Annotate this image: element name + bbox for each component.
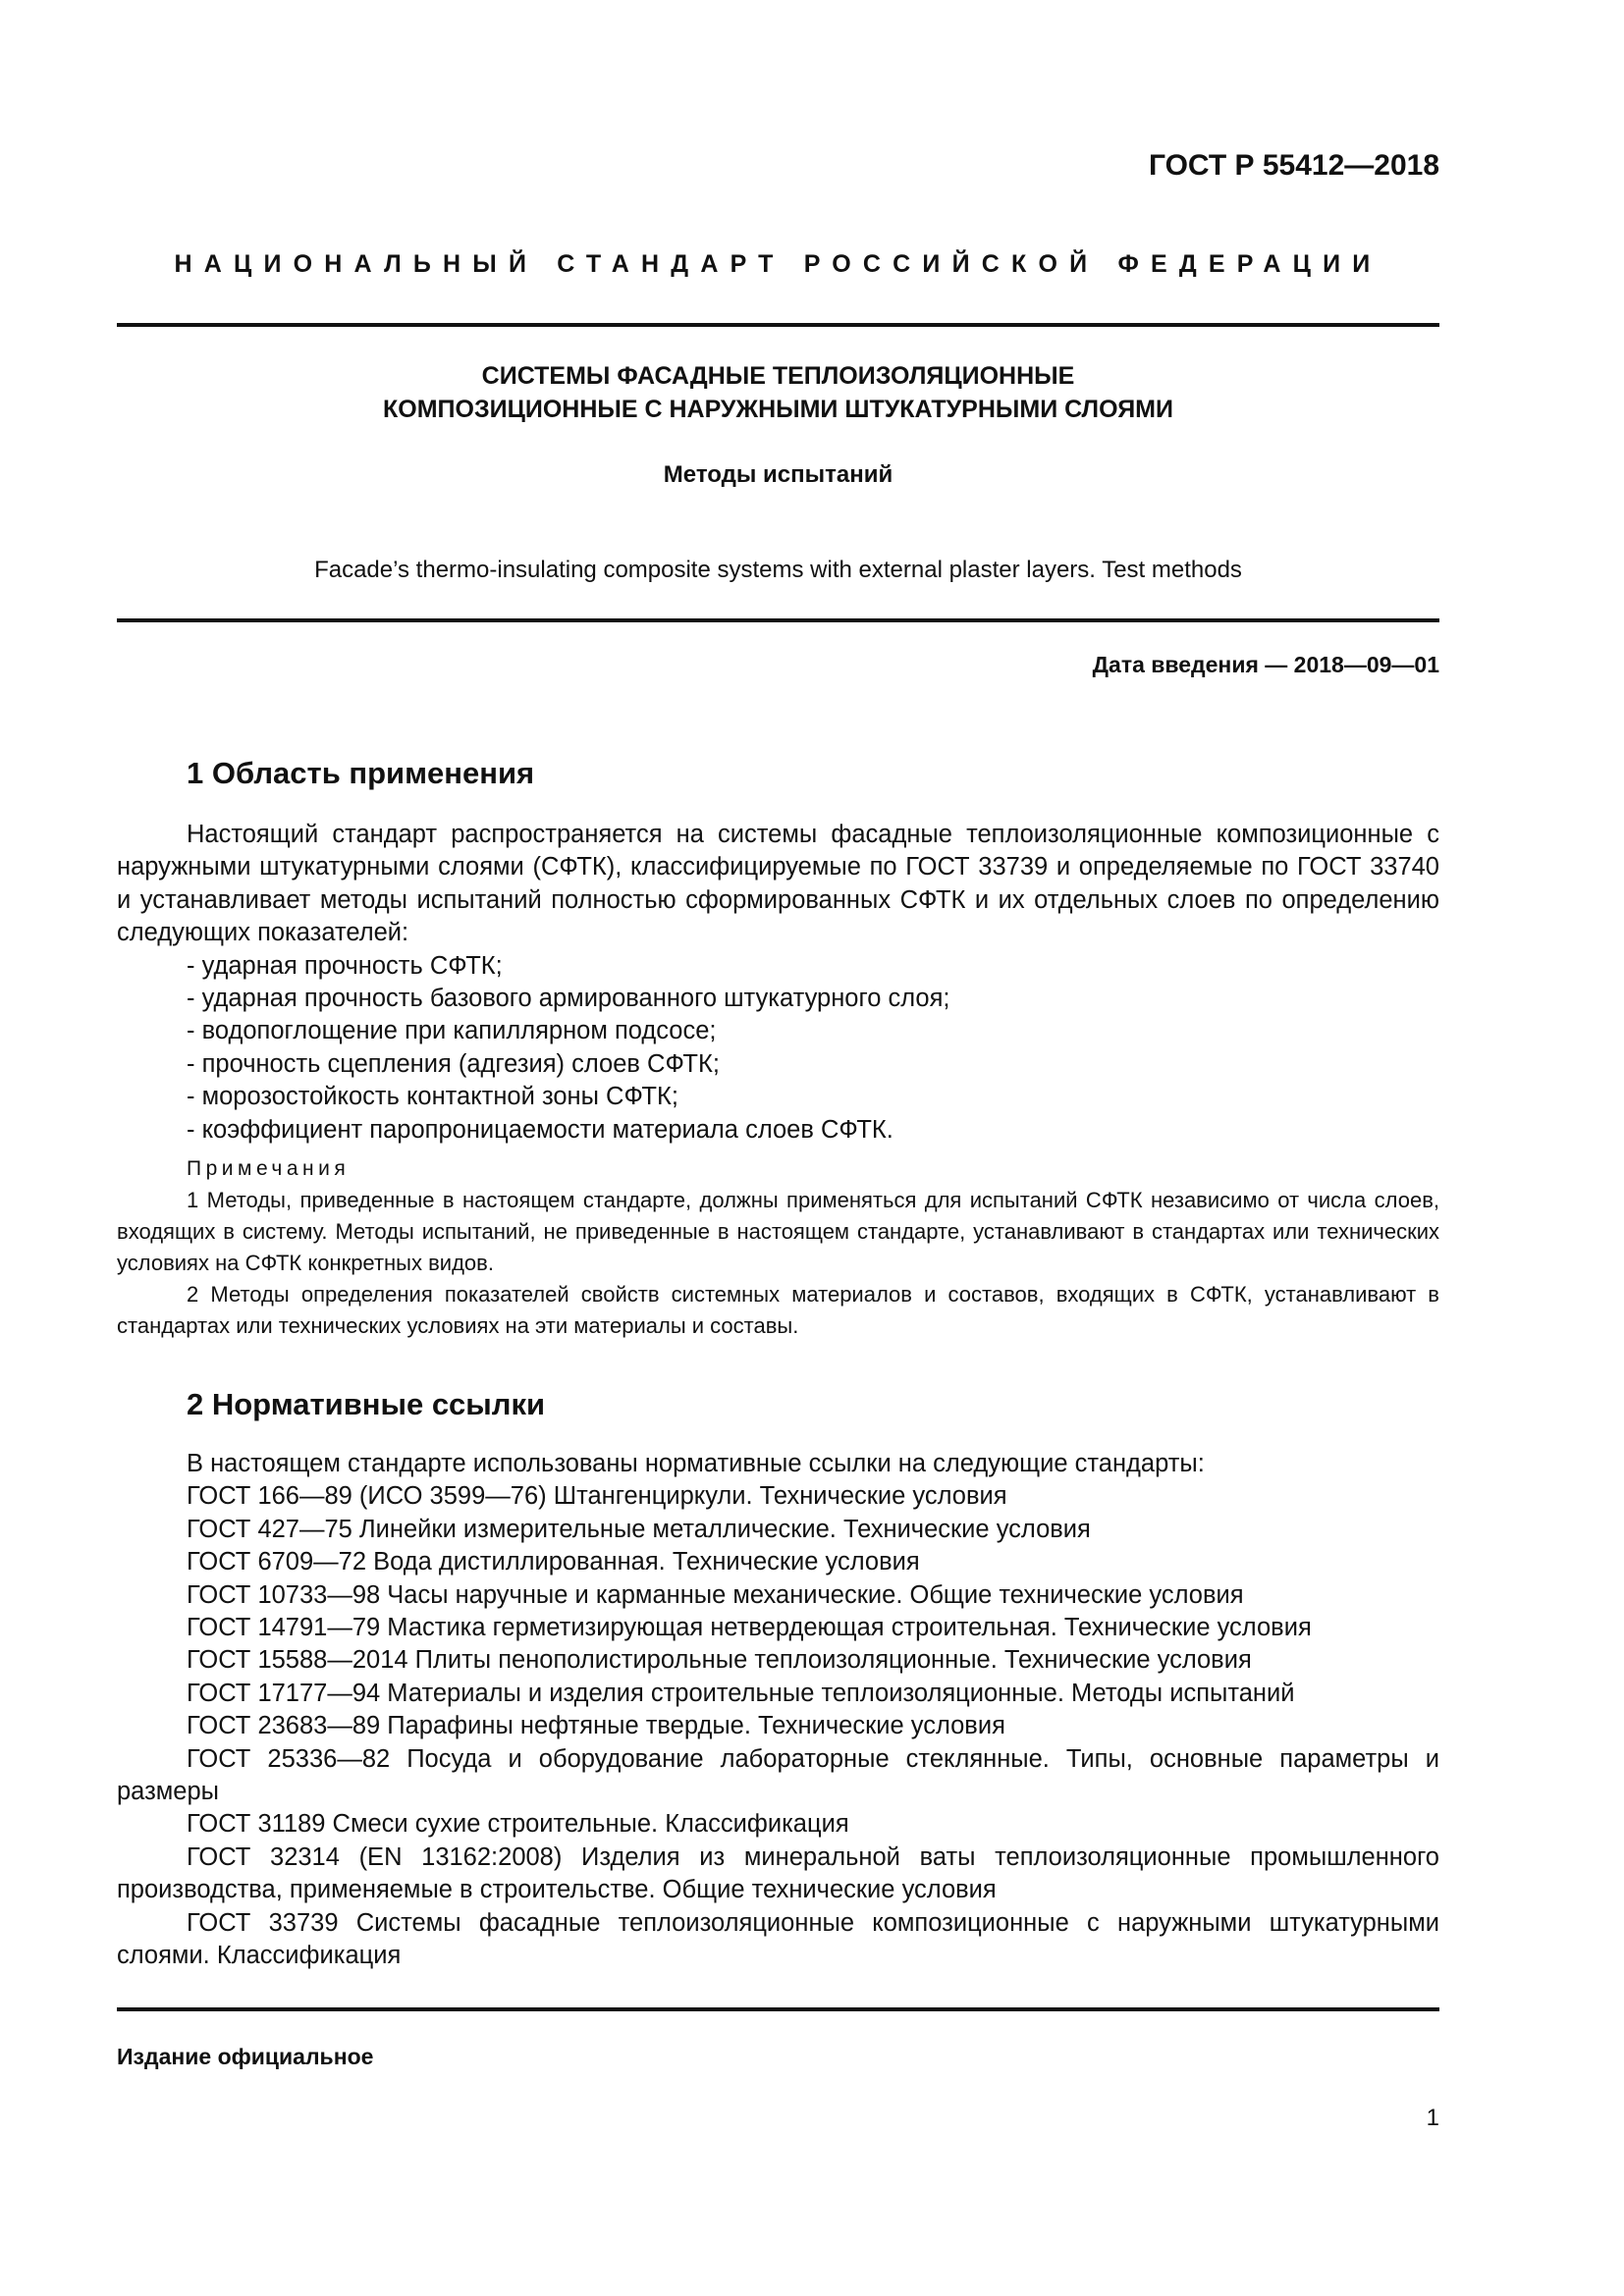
- section-2-heading: 2 Нормативные ссылки: [187, 1387, 546, 1421]
- standard-code: ГОСТ Р 55412—2018: [1148, 149, 1439, 182]
- reference-item: ГОСТ 15588—2014 Плиты пенополистирольные теплоизоляционные. Технические условия: [187, 1646, 1252, 1675]
- reference-item: ГОСТ 33739 Системы фасадные теплоизоляционные композиционные с наружными штукатурными слоями. Классификация: [117, 1908, 1439, 1970]
- note-1: 1 Методы, приведенные в настоящем стандарте, должны применяться для испытаний СФТК независимо от числа слоев, входящих в систему. Методы испытаний, не приведенные в настоящем стандарте, устанавливают в стандартах или технических условиях на СФТК конкретных видов.: [117, 1188, 1439, 1276]
- divider: [117, 618, 1439, 622]
- divider: [117, 2007, 1439, 2011]
- section-1-body: [117, 819, 1439, 1342]
- effective-date: Дата введения — 2018—09—01: [1092, 652, 1439, 677]
- reference-item: ГОСТ 31189 Смеси сухие строительные. Классификация: [187, 1810, 849, 1839]
- national-standard-banner: НАЦИОНАЛЬНЫЙ СТАНДАРТ РОССИЙСКОЙ ФЕДЕРАЦИИ: [174, 250, 1382, 278]
- doc-title-line-2: КОМПОЗИЦИОННЫЕ С НАРУЖНЫМИ ШТУКАТУРНЫМИ СЛОЯМИ: [383, 396, 1173, 423]
- note-2: 2 Методы определения показателей свойств системных материалов и составов, входящих в СФТК, устанавливают в стандартах или технических условиях на эти материалы и составы.: [117, 1282, 1439, 1339]
- reference-item: ГОСТ 14791—79 Мастика герметизирующая нетвердеющая строительная. Технические условия: [187, 1614, 1312, 1642]
- list-item: - водопоглощение при капиллярном подсосе;: [187, 1017, 717, 1045]
- section-1-heading: 1 Область применения: [187, 756, 535, 790]
- section-2-body: [117, 1448, 1439, 1973]
- doc-subtitle: Методы испытаний: [663, 461, 893, 488]
- list-item: - прочность сцепления (адгезия) слоев СФТК;: [187, 1049, 720, 1078]
- reference-item: ГОСТ 6709—72 Вода дистиллированная. Технические условия: [187, 1548, 920, 1576]
- reference-item: ГОСТ 427—75 Линейки измерительные металлические. Технические условия: [187, 1515, 1091, 1543]
- list-item: - коэффициент паропроницаемости материала слоев СФТК.: [187, 1115, 893, 1144]
- reference-item: ГОСТ 32314 (EN 13162:2008) Изделия из минеральной ваты теплоизоляционные промышленного производства, применяемые в строительстве. Общие технические условия: [117, 1842, 1439, 1904]
- reference-item: ГОСТ 166—89 (ИСО 3599—76) Штангенциркули. Технические условия: [187, 1482, 1007, 1511]
- doc-title-line-1: СИСТЕМЫ ФАСАДНЫЕ ТЕПЛОИЗОЛЯЦИОННЫЕ: [481, 362, 1075, 390]
- references-intro: В настоящем стандарте использованы нормативные ссылки на следующие стандарты:: [187, 1450, 1205, 1477]
- english-title: Facade’s thermo-insulating composite systems with external plaster layers. Test methods: [314, 557, 1242, 583]
- notes-heading: Примечания: [187, 1157, 351, 1181]
- scope-paragraph: Настоящий стандарт распространяется на системы фасадные теплоизоляционные композиционные с наружными штукатурными слоями (СФТК), классифицируемые по ГОСТ 33739 и определяемые по ГОСТ 33740 и устанавливает методы испытаний полностью сформированных СФТК и их отдельных слоев по определению следующих показателей:: [117, 821, 1439, 947]
- list-item: - морозостойкость контактной зоны СФТК;: [187, 1083, 678, 1111]
- reference-item: ГОСТ 17177—94 Материалы и изделия строительные теплоизоляционные. Методы испытаний: [187, 1679, 1295, 1707]
- reference-item: ГОСТ 10733—98 Часы наручные и карманные механические. Общие технические условия: [187, 1580, 1244, 1609]
- list-item: - ударная прочность базового армированного штукатурного слоя;: [187, 985, 950, 1013]
- reference-item: ГОСТ 23683—89 Парафины нефтяные твердые. Технические условия: [187, 1712, 1005, 1740]
- page-number: 1: [1426, 2105, 1439, 2131]
- official-edition-label: Издание официальное: [117, 2044, 374, 2069]
- list-item: - ударная прочность СФТК;: [187, 951, 503, 980]
- reference-item: ГОСТ 25336—82 Посуда и оборудование лабораторные стеклянные. Типы, основные параметры и размеры: [117, 1744, 1439, 1806]
- divider: [117, 323, 1439, 327]
